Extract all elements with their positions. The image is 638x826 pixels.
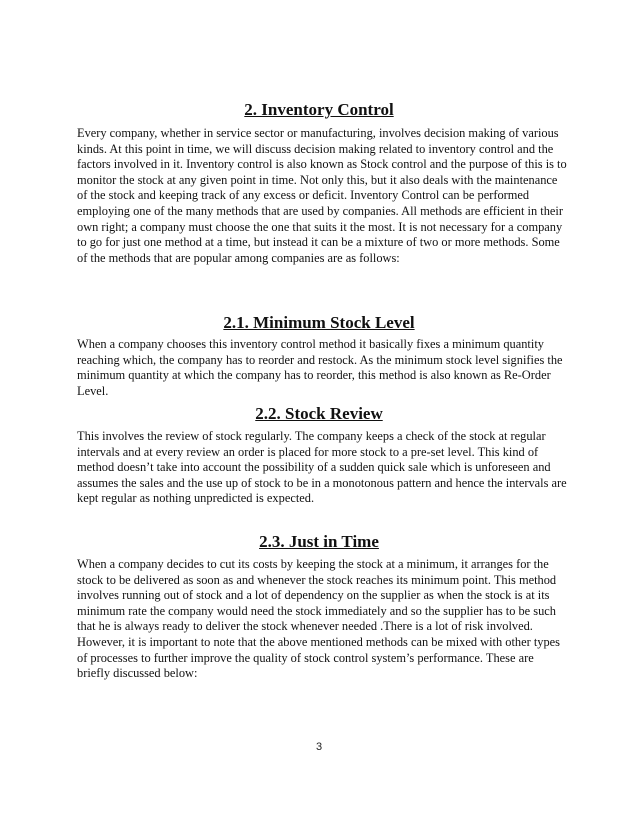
section-heading-just-in-time: 2.3. Just in Time [259,532,379,551]
section-body-inventory-control: Every company, whether in service sector or manufacturing, involves decision making of various kinds. At this point in time, we will discuss decision making related to inventory control and the factors involved in it. Inventory control is also known as Stock control and the purpose of this is to monitor the stock at any given point in time. Not only this, but it also deals with the maintenance of the stock and keeping track of any excess or deficit. Inventory Control can be performed employing one of the many methods that are used by companies. All methods are efficient in their own right; a company must choose the one that suits it the most. It is not necessary for a company to go for just one method at a time, but instead it can be a mixture of two or more methods. Some of the methods that are popular among companies are as follows: [77,126,567,265]
section-heading-stock-review: 2.2. Stock Review [255,404,383,423]
page-number: 3 [315,741,323,753]
section-body-stock-review: This involves the review of stock regularly. The company keeps a check of the stock at regular intervals and at every review an order is placed for more stock to a pre-set level. This kind of method doesn’t take into account the possibility of a sudden quick sale which is unforeseen and assumes the sales and the use up of stock to be in a monotonous pattern and hence the intervals are kept regular as nothing unpredicted is expected. [77,429,567,506]
section-body-just-in-time: When a company decides to cut its costs by keeping the stock at a minimum, it arranges for the stock to be delivered as soon as and whenever the stock reaches its minimum point. This method involves running out of stock and a lot of dependency on the supplier as when the stock is at its minimum rate the company would need the stock immediately and so the supplier has to be such that he is always ready to deliver the stock whenever needed .There is a lot of risk involved. However, it is important to note that the above mentioned methods can be mixed with other types of processes to further improve the quality of stock control system’s performance. These are briefly discussed below: [77,557,560,681]
section-heading-minimum-stock-level: 2.1. Minimum Stock Level [223,313,415,332]
section-body-minimum-stock-level: When a company chooses this inventory control method it basically fixes a minimum quantity reaching which, the company has to reorder and restock. As the minimum stock level signifies the minimum quantity at which the company has to reorder, this method is also known as Re-Order Level. [77,337,563,398]
section-heading-inventory-control: 2. Inventory Control [244,100,394,119]
